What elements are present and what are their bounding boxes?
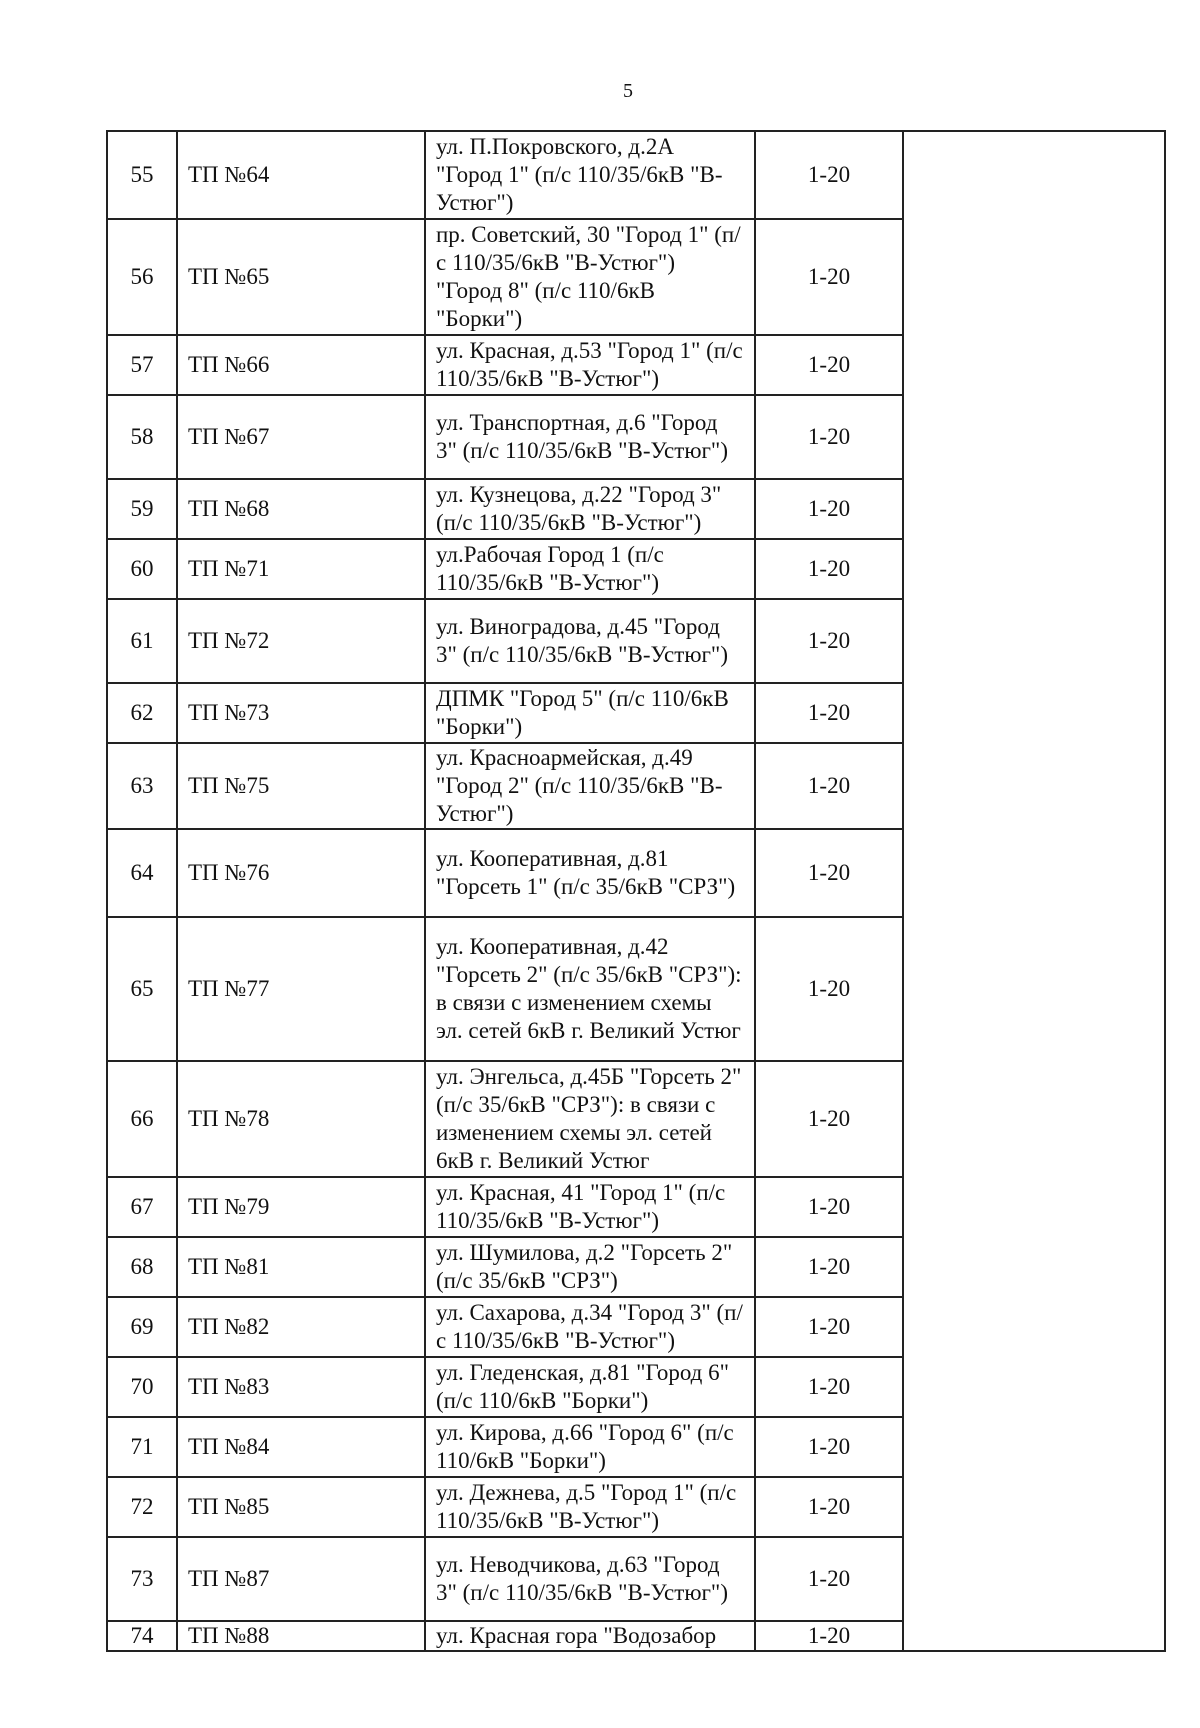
substation-address: ул. Транспортная, д.6 "Город 3" (п/с 110/35/6кВ "В-Устюг") <box>425 395 755 479</box>
row-range: 1-20 <box>755 1177 903 1237</box>
row-range: 1-20 <box>755 395 903 479</box>
row-number: 60 <box>107 539 177 599</box>
row-number: 58 <box>107 395 177 479</box>
substation-address: ул. Кооперативная, д.81 "Горсеть 1" (п/с 35/6кВ "СРЗ") <box>425 829 755 917</box>
row-number: 57 <box>107 335 177 395</box>
substation-address: пр. Советский, 30 "Город 1" (п/с 110/35/6кВ "В-Устюг") "Город 8" (п/с 110/6кВ "Борки") <box>425 219 755 335</box>
substation-name: ТП №88 <box>177 1621 425 1651</box>
row-number: 64 <box>107 829 177 917</box>
row-range: 1-20 <box>755 131 903 219</box>
row-number: 73 <box>107 1537 177 1621</box>
row-number: 63 <box>107 743 177 829</box>
substation-address: ул. Гледенская, д.81 "Город 6" (п/с 110/6кВ "Борки") <box>425 1357 755 1417</box>
substation-name: ТП №71 <box>177 539 425 599</box>
substation-name: ТП №82 <box>177 1297 425 1357</box>
substation-address: ул. Красноармейская, д.49 "Город 2" (п/с 110/35/6кВ "В-Устюг") <box>425 743 755 829</box>
row-range: 1-20 <box>755 219 903 335</box>
row-range: 1-20 <box>755 599 903 683</box>
substation-name: ТП №75 <box>177 743 425 829</box>
row-range: 1-20 <box>755 1537 903 1621</box>
substation-address: ул. Неводчикова, д.63 "Город 3" (п/с 110/35/6кВ "В-Устюг") <box>425 1537 755 1621</box>
table-body <box>107 131 1165 1651</box>
row-range: 1-20 <box>755 1237 903 1297</box>
substation-name: ТП №84 <box>177 1417 425 1477</box>
substation-address: ул. Красная гора "Водозабор <box>425 1621 755 1651</box>
row-range: 1-20 <box>755 1417 903 1477</box>
substation-address: ул. Красная, 41 "Город 1" (п/с 110/35/6кВ "В-Устюг") <box>425 1177 755 1237</box>
row-range: 1-20 <box>755 1297 903 1357</box>
row-number: 66 <box>107 1061 177 1177</box>
substation-address: ДПМК "Город 5" (п/с 110/6кВ "Борки") <box>425 683 755 743</box>
row-range: 1-20 <box>755 917 903 1061</box>
substation-address: ул. Дежнева, д.5 "Город 1" (п/с 110/35/6кВ "В-Устюг") <box>425 1477 755 1537</box>
row-range: 1-20 <box>755 1061 903 1177</box>
row-number: 65 <box>107 917 177 1061</box>
row-number: 59 <box>107 479 177 539</box>
substation-name: ТП №78 <box>177 1061 425 1177</box>
row-range: 1-20 <box>755 479 903 539</box>
row-range: 1-20 <box>755 683 903 743</box>
substation-address: ул. Виноградова, д.45 "Город 3" (п/с 110/35/6кВ "В-Устюг") <box>425 599 755 683</box>
substation-address: ул. Кооперативная, д.42 "Горсеть 2" (п/с 35/6кВ "СРЗ"): в связи с изменением схемы эл. сетей 6кВ г. Великий Устюг <box>425 917 755 1061</box>
substation-address: ул.Рабочая Город 1 (п/с 110/35/6кВ "В-Устюг") <box>425 539 755 599</box>
substation-address: ул. Энгельса, д.45Б "Горсеть 2" (п/с 35/6кВ "СРЗ"): в связи с изменением схемы эл. сетей 6кВ г. Великий Устюг <box>425 1061 755 1177</box>
row-number: 62 <box>107 683 177 743</box>
substation-name: ТП №67 <box>177 395 425 479</box>
substation-name: ТП №79 <box>177 1177 425 1237</box>
table-row <box>107 131 1165 219</box>
row-number: 55 <box>107 131 177 219</box>
substation-name: ТП №64 <box>177 131 425 219</box>
row-number: 74 <box>107 1621 177 1651</box>
row-number: 70 <box>107 1357 177 1417</box>
substation-name: ТП №68 <box>177 479 425 539</box>
substation-address: ул. Красная, д.53 "Город 1" (п/с 110/35/6кВ "В-Устюг") <box>425 335 755 395</box>
row-number: 69 <box>107 1297 177 1357</box>
row-number: 68 <box>107 1237 177 1297</box>
row-range: 1-20 <box>755 539 903 599</box>
substation-name: ТП №72 <box>177 599 425 683</box>
substation-address: ул. Сахарова, д.34 "Город 3" (п/с 110/35/6кВ "В-Устюг") <box>425 1297 755 1357</box>
empty-column <box>903 131 1165 1651</box>
substation-name: ТП №87 <box>177 1537 425 1621</box>
row-number: 56 <box>107 219 177 335</box>
row-range: 1-20 <box>755 743 903 829</box>
row-number: 71 <box>107 1417 177 1477</box>
substation-address: ул. П.Покровского, д.2А "Город 1" (п/с 110/35/6кВ "В-Устюг") <box>425 131 755 219</box>
substation-name: ТП №81 <box>177 1237 425 1297</box>
row-number: 67 <box>107 1177 177 1237</box>
substation-address: ул. Кузнецова, д.22 "Город 3" (п/с 110/35/6кВ "В-Устюг") <box>425 479 755 539</box>
page-number: 5 <box>623 80 633 102</box>
row-number: 72 <box>107 1477 177 1537</box>
row-range: 1-20 <box>755 335 903 395</box>
outage-table <box>106 130 1166 1652</box>
substation-name: ТП №73 <box>177 683 425 743</box>
substation-name: ТП №76 <box>177 829 425 917</box>
substation-address: ул. Кирова, д.66 "Город 6" (п/с 110/6кВ "Борки") <box>425 1417 755 1477</box>
substation-name: ТП №83 <box>177 1357 425 1417</box>
row-range: 1-20 <box>755 1357 903 1417</box>
row-range: 1-20 <box>755 829 903 917</box>
substation-name: ТП №77 <box>177 917 425 1061</box>
substation-name: ТП №65 <box>177 219 425 335</box>
substation-name: ТП №66 <box>177 335 425 395</box>
row-range: 1-20 <box>755 1477 903 1537</box>
substation-name: ТП №85 <box>177 1477 425 1537</box>
row-number: 61 <box>107 599 177 683</box>
row-range: 1-20 <box>755 1621 903 1651</box>
substation-address: ул. Шумилова, д.2 "Горсеть 2" (п/с 35/6кВ "СРЗ") <box>425 1237 755 1297</box>
